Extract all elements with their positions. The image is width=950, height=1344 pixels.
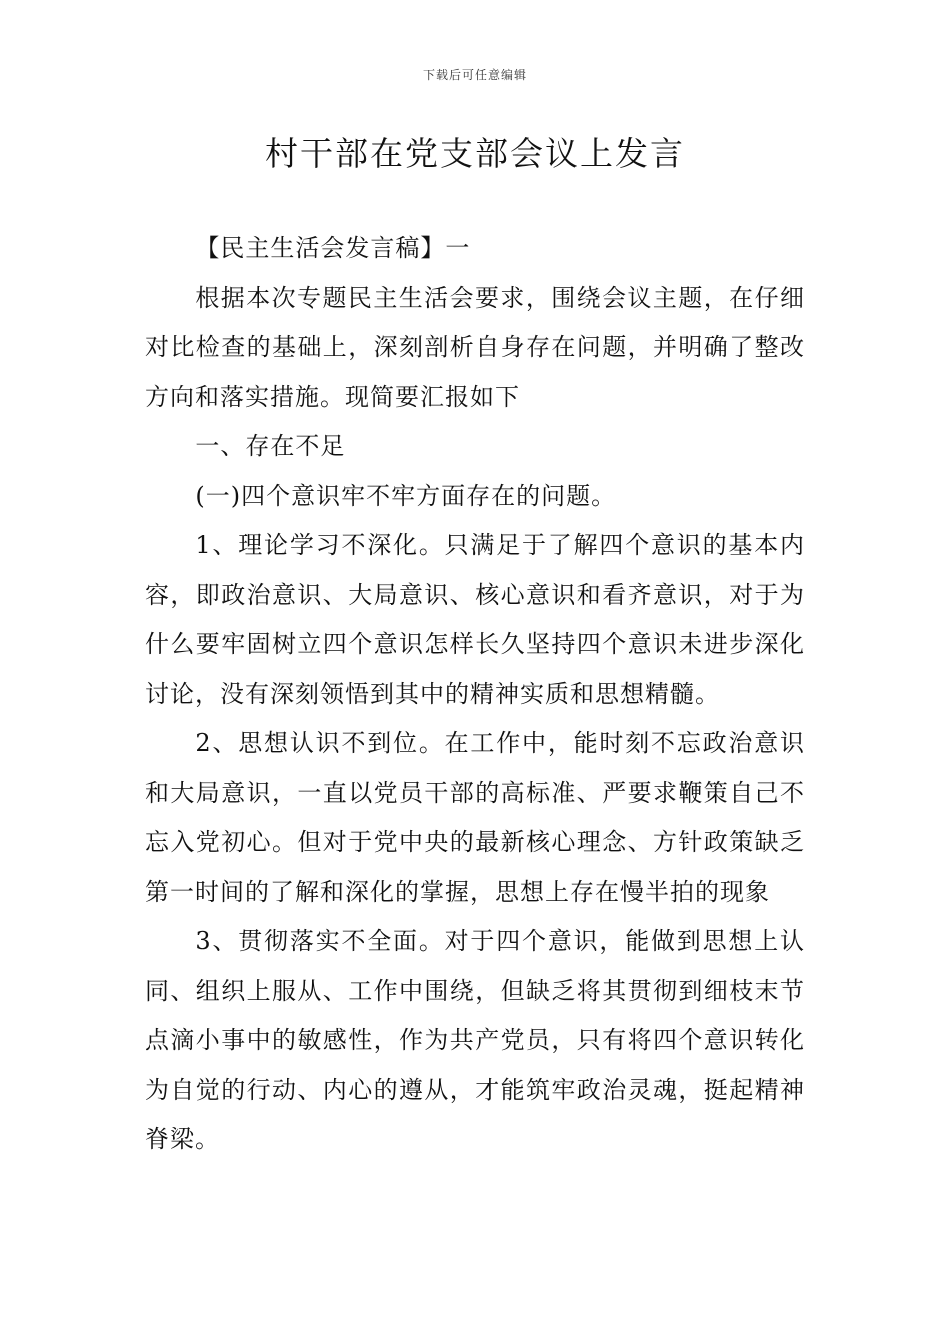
paragraph-intro: 根据本次专题民主生活会要求，围绕会议主题，在仔细对比检查的基础上，深刻剖析自身存在问题，并明确了整改方向和落实措施。现简要汇报如下	[145, 283, 805, 411]
paragraph-item-2: 2、思想认识不到位。在工作中，能时刻不忘政治意识和大局意识，一直以党员干部的高标准、严要求鞭策自己不忘入党初心。但对于党中央的最新核心理念、方针政策缺乏第一时间的了解和深化的掌握，思想上存在慢半拍的现象	[145, 729, 805, 906]
section-heading-shortcomings: 一、存在不足	[195, 432, 346, 460]
page-header-note: 下载后可任意编辑	[422, 68, 527, 82]
paragraph-item-3: 3、贯彻落实不全面。对于四个意识，能做到思想上认同、组织上服从、工作中围绕，但缺乏将其贯彻到细枝末节点滴小事中的敏感性，作为共产党员，只有将四个意识转化为自觉的行动、内心的遵从，才能筑牢政治灵魂，挺起精神脊梁。	[145, 927, 805, 1153]
paragraph-heading-speech: 【民主生活会发言稿】一	[195, 234, 471, 262]
paragraph-item-1: 1、理论学习不深化。只满足于了解四个意识的基本内容，即政治意识、大局意识、核心意识和看齐意识，对于为什么要牢固树立四个意识怎样长久坚持四个意识未进步深化讨论，没有深刻领悟到其中的精神实质和思想精髓。	[145, 531, 805, 708]
document-title: 村干部在党支部会议上发言	[265, 134, 685, 173]
document-body	[145, 224, 805, 1165]
subsection-heading-four-awareness: (一)四个意识牢不牢方面存在的问题。	[195, 481, 617, 510]
